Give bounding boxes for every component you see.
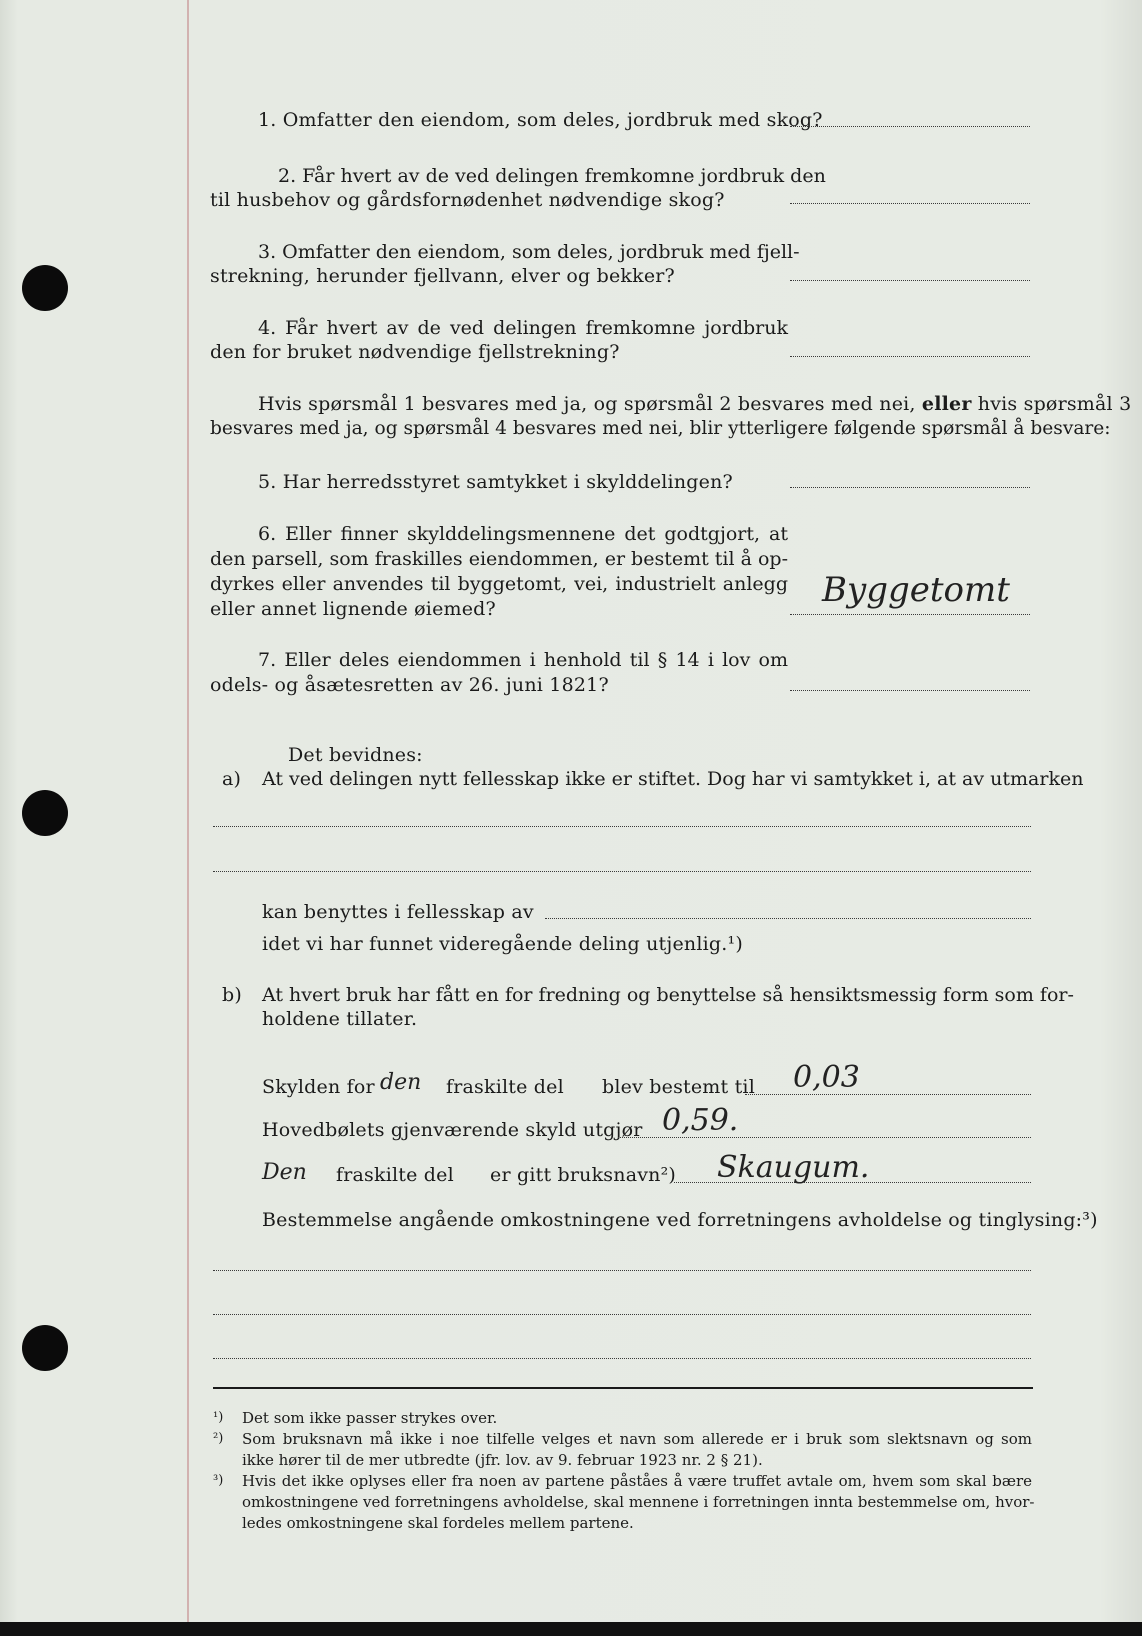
name-label-b: er gitt bruksnavn²) <box>490 1164 677 1186</box>
footnote-3-line-1: Hvis det ikke oplyses eller fra noen av partene påståes å være truffet avtale om, hvem som skal bære <box>242 1472 1032 1490</box>
footnote-2-line-2: ikke hører til de mer utbredte (jfr. lov. av 9. februar 1923 nr. 2 § 21). <box>242 1451 763 1469</box>
name-handwritten-article: Den <box>262 1160 307 1185</box>
question-3-line-1: 3. Omfatter den eiendom, som deles, jordbruk med fjell- <box>258 241 800 263</box>
footnote-3-line-2: omkostningene ved forretningens avholdelse, skal mennene i forretningen innta bestemmelse om, hvor- <box>242 1493 1035 1511</box>
question-4-line-2: den for bruket nødvendige fjellstrekning? <box>210 341 620 363</box>
shared-use-text: kan benyttes i fellesskap av <box>262 901 534 923</box>
question-2-line-2: til husbehov og gårdsfornødenhet nødvendige skog? <box>210 189 725 211</box>
hoved-value: 0,59. <box>662 1103 739 1138</box>
answer-line-4[interactable] <box>790 356 1030 357</box>
skyld-handwritten-article: den <box>380 1070 422 1095</box>
hoved-label: Hovedbølets gjenværende skyld utgjør <box>262 1119 643 1141</box>
name-label-a: fraskilte del <box>336 1164 454 1186</box>
costs-line-2[interactable] <box>213 1314 1031 1315</box>
certify-a-label: a) <box>222 768 242 790</box>
punch-hole-top <box>22 265 68 311</box>
skyld-value-line[interactable] <box>745 1094 1031 1095</box>
question-2-line-1: 2. Får hvert av de ved delingen fremkomne jordbruk den <box>278 165 826 187</box>
certify-heading: Det bevidnes: <box>288 744 423 766</box>
answer-line-6[interactable] <box>790 614 1030 615</box>
skyld-label-c: blev bestemt til <box>602 1076 755 1098</box>
footnote-3-line-3: ledes omkostningene skal fordeles mellem partene. <box>242 1514 634 1532</box>
answer-line-3[interactable] <box>790 280 1030 281</box>
answer-line-5[interactable] <box>790 487 1030 488</box>
margin-rule <box>187 0 189 1636</box>
utmark-line-2[interactable] <box>213 871 1031 872</box>
costs-line-1[interactable] <box>213 1270 1031 1271</box>
punch-hole-middle <box>22 790 68 836</box>
certify-a-text: At ved delingen nytt fellesskap ikke er stiftet. Dog har vi samtykket i, at av utmarken <box>262 768 1084 790</box>
condition-text-a: Hvis spørsmål 1 besvares med ja, og spørsmål 2 besvares med nei, <box>258 393 916 415</box>
shared-use-line[interactable] <box>545 918 1031 919</box>
question-6-line-4: eller annet lignende øiemed? <box>210 598 496 620</box>
condition-line-2: besvares med ja, og spørsmål 4 besvares med nei, blir ytterligere følgende spørsmål å besvare: <box>210 418 1111 439</box>
footnote-1: Det som ikke passer strykes over. <box>242 1409 498 1427</box>
question-7-line-2: odels- og åsætesretten av 26. juni 1821? <box>210 674 609 696</box>
question-6-line-1: 6. Eller finner skylddelingsmennene det godtgjort, at <box>258 523 788 545</box>
answer-6-handwritten: Byggetomt <box>822 570 1010 610</box>
division-text: idet vi har funnet videregående deling utjenlig.¹) <box>262 933 743 955</box>
costs-line-3[interactable] <box>213 1358 1031 1359</box>
answer-line-7[interactable] <box>790 690 1030 691</box>
condition-line-1 <box>258 392 1131 416</box>
question-6-line-2: den parsell, som fraskilles eiendommen, er bestemt til å op- <box>210 548 789 570</box>
name-value: Skaugum. <box>717 1150 870 1185</box>
scan-bottom-edge <box>0 1622 1142 1636</box>
question-4-line-1: 4. Får hvert av de ved delingen fremkomne jordbruk <box>258 317 788 339</box>
utmark-line-1[interactable] <box>213 826 1031 827</box>
question-7-line-1: 7. Eller deles eiendommen i henhold til § 14 i lov om <box>258 649 788 671</box>
answer-line-2[interactable] <box>790 203 1030 204</box>
answer-line-1[interactable] <box>790 126 1030 127</box>
condition-text-bold: eller <box>921 393 972 415</box>
footnote-2-line-1: Som bruksnavn må ikke i noe tilfelle velges et navn som allerede er i bruk som slektsnavn og som <box>242 1430 1032 1448</box>
question-1: 1. Omfatter den eiendom, som deles, jordbruk med skog? <box>258 109 823 131</box>
condition-text-b: hvis spørsmål 3 <box>977 393 1132 415</box>
skyld-label-a: Skylden for <box>262 1076 375 1098</box>
certify-b-line-1: At hvert bruk har fått en for fredning og benyttelse så hensiktsmessig form som for- <box>262 984 1074 1006</box>
footnote-1-mark: ¹) <box>213 1410 224 1425</box>
footnote-rule <box>213 1387 1033 1389</box>
costs-text: Bestemmelse angående omkostningene ved forretningens avholdelse og tinglysing:³) <box>262 1209 1098 1231</box>
footnote-3-mark: ³) <box>213 1473 224 1488</box>
punch-hole-bottom <box>22 1325 68 1371</box>
question-5: 5. Har herredsstyret samtykket i skylddelingen? <box>258 471 733 493</box>
certify-b-line-2: holdene tillater. <box>262 1008 418 1030</box>
skyld-label-b: fraskilte del <box>446 1076 564 1098</box>
question-6-line-3: dyrkes eller anvendes til byggetomt, vei, industrielt anlegg <box>210 573 788 595</box>
footnote-2-mark: ²) <box>213 1431 224 1446</box>
skyld-value: 0,03 <box>793 1060 860 1095</box>
question-3-line-2: strekning, herunder fjellvann, elver og bekker? <box>210 265 675 287</box>
certify-b-label: b) <box>222 984 242 1006</box>
